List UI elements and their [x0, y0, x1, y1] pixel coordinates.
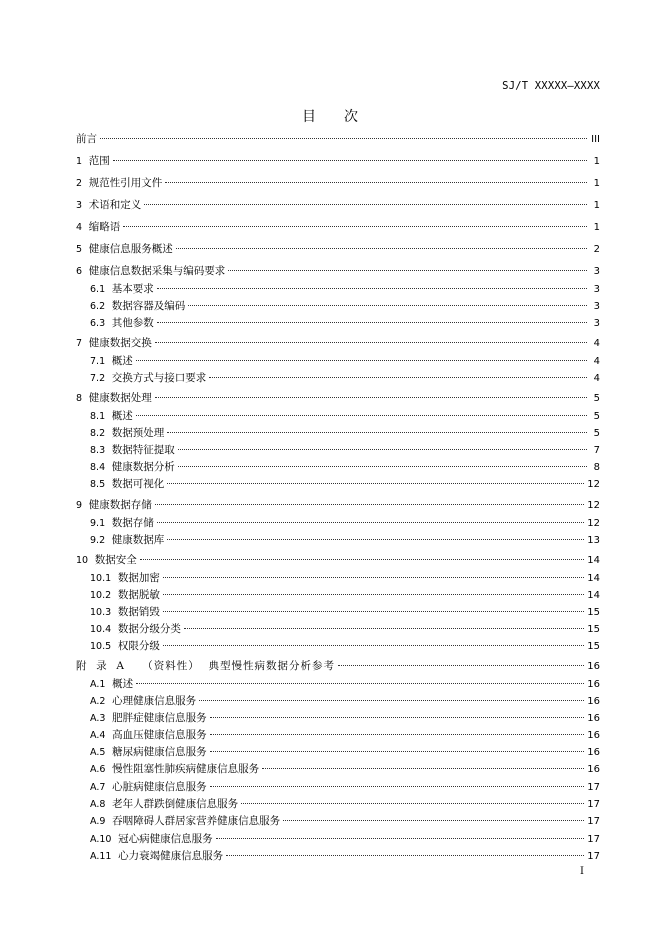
toc-entry[interactable] [76, 198, 600, 213]
toc-entry-label [76, 198, 141, 213]
toc-entry-number: 7.2 [90, 373, 106, 384]
toc-entry-text: 健康信息数据采集与编码要求 [88, 265, 226, 277]
toc-entry-page: 17 [587, 816, 600, 827]
toc-entry-label [90, 797, 238, 812]
toc-entry[interactable] [76, 336, 600, 351]
toc-entry-label [90, 694, 196, 709]
toc-entry-number: 10.3 [90, 607, 112, 618]
toc-entry-number: A.5 [90, 747, 106, 758]
toc-entry-page: 2 [593, 244, 600, 255]
toc-entry-label [90, 639, 160, 654]
dot-leader [167, 432, 587, 433]
dot-leader [167, 539, 584, 540]
toc-entry-number: A.4 [90, 730, 106, 741]
toc-entry-label [76, 264, 225, 279]
toc-entry-page: 7 [593, 445, 600, 456]
dot-leader [123, 226, 587, 227]
dot-leader [178, 466, 587, 467]
toc-entry-text: 数据加密 [117, 572, 160, 584]
dot-leader [209, 377, 587, 378]
toc-entry-label [76, 336, 152, 351]
toc-entry-label [90, 745, 207, 760]
dot-leader [163, 577, 584, 578]
toc-entry-label [90, 571, 160, 586]
toc-entry-text: 慢性阻塞性肺疾病健康信息服务 [112, 763, 260, 775]
dot-leader [283, 820, 584, 821]
toc-entry-page: 16 [587, 730, 600, 741]
toc-entry[interactable] [76, 762, 600, 777]
toc-entry[interactable] [76, 659, 600, 674]
toc-entry-text: 肥胖症健康信息服务 [112, 712, 207, 724]
toc-entry[interactable] [76, 299, 600, 314]
toc-entry-number: A.2 [90, 696, 106, 707]
toc-entry-number: 8 [76, 393, 83, 404]
toc-entry[interactable] [76, 832, 600, 847]
toc-entry[interactable] [76, 154, 600, 169]
toc-entry-number: 10.1 [90, 573, 112, 584]
toc-entry[interactable] [76, 460, 600, 475]
toc-entry-text: 数据安全 [94, 554, 137, 566]
dot-leader [163, 611, 584, 612]
toc-entry[interactable] [76, 588, 600, 603]
toc-entry-page: 16 [587, 679, 600, 690]
toc-entry-number: 7.1 [90, 356, 106, 367]
toc-entry-label [90, 814, 280, 829]
toc-entry[interactable] [76, 745, 600, 760]
toc-entry-number: 8.2 [90, 428, 106, 439]
toc-entry[interactable] [76, 391, 600, 406]
toc-entry[interactable] [76, 639, 600, 654]
toc-entry[interactable] [76, 132, 600, 147]
dot-leader [199, 700, 584, 701]
toc-entry-page: 16 [587, 696, 600, 707]
toc-entry[interactable] [76, 814, 600, 829]
toc-entry-number: A.3 [90, 713, 106, 724]
dot-leader [155, 342, 587, 343]
toc-entry-label [90, 409, 133, 424]
page-number: I [580, 866, 584, 877]
toc-entry-page: 16 [587, 713, 600, 724]
toc-entry-label [76, 498, 152, 513]
toc-entry-page: 4 [593, 338, 600, 349]
toc-entry-text: 数据预处理 [111, 427, 165, 439]
toc-entry[interactable] [76, 571, 600, 586]
toc-entry-label [90, 849, 223, 864]
dot-leader [216, 838, 585, 839]
toc-entry-label [90, 588, 160, 603]
toc-entry-number: 9.1 [90, 518, 106, 529]
toc-entry-number: 9.2 [90, 535, 106, 546]
dot-leader [155, 504, 585, 505]
dot-leader [165, 182, 587, 183]
toc-entry-text: 数据销毁 [117, 606, 160, 618]
toc-entry[interactable] [76, 264, 600, 279]
toc-entry[interactable] [76, 409, 600, 424]
toc-entry-number: 8.5 [90, 479, 106, 490]
toc-entry-text: 冠心病健康信息服务 [118, 833, 213, 845]
toc-entry-page: 17 [587, 782, 600, 793]
toc-entry-page: 16 [587, 747, 600, 758]
toc-entry-number: A.6 [90, 764, 106, 775]
dot-leader [136, 415, 587, 416]
toc-entry[interactable] [76, 605, 600, 620]
toc-entry-text: 规范性引用文件 [88, 177, 163, 189]
toc-entry-label [90, 516, 154, 531]
toc-entry-text: 其他参数 [111, 317, 154, 329]
dot-leader [163, 594, 584, 595]
toc-entry-label [90, 832, 213, 847]
toc-entry-label [76, 391, 152, 406]
toc-entry-label [90, 533, 164, 548]
toc-entry-number: 10.4 [90, 624, 112, 635]
toc-entry-text: 吞咽障碍人群居家营养健康信息服务 [112, 815, 281, 827]
toc-entry-number: 6 [76, 266, 83, 277]
toc-entry-text: 数据可视化 [111, 478, 165, 490]
dot-leader [136, 360, 587, 361]
dot-leader [144, 204, 587, 205]
toc-entry-page: III [591, 134, 600, 145]
toc-entry[interactable] [76, 316, 600, 331]
toc-entry-number: 5 [76, 244, 83, 255]
toc-entry-page: 14 [587, 555, 600, 566]
toc-entry[interactable] [76, 553, 600, 568]
toc-entry-number: 10 [76, 555, 89, 566]
toc-entry-page: 17 [587, 834, 600, 845]
dot-leader [210, 751, 585, 752]
toc-entry-text: 糖尿病健康信息服务 [112, 746, 207, 758]
toc-entry-page: 15 [587, 607, 600, 618]
toc-entry-text: 老年人群跌倒健康信息服务 [112, 798, 239, 810]
toc-entry-page: 3 [593, 266, 600, 277]
toc-entry-number: 10.2 [90, 590, 112, 601]
toc-entry-page: 12 [587, 500, 600, 511]
toc-entry-page: 13 [587, 535, 600, 546]
dot-leader [157, 522, 584, 523]
dot-leader [210, 717, 585, 718]
toc-entry-label [90, 780, 207, 795]
toc-entry-number: A.11 [90, 851, 112, 862]
toc-entry-page: 1 [593, 222, 600, 233]
toc-entry-label [90, 622, 181, 637]
toc-entry-text: 数据脱敏 [117, 589, 160, 601]
toc-entry-number: A.8 [90, 799, 106, 810]
toc-entry-text: 心脏病健康信息服务 [112, 781, 207, 793]
dot-leader [210, 786, 585, 787]
toc-entry[interactable] [76, 622, 600, 637]
toc-entry-page: 1 [593, 156, 600, 167]
toc-entry-text: 健康信息服务概述 [88, 243, 173, 255]
toc-entry-label [90, 282, 154, 297]
toc-entry-text: 附 录 A （资料性） 典型慢性病数据分析参考 [76, 660, 335, 672]
toc-entry-text: 权限分级 [117, 640, 160, 652]
toc-entry[interactable] [76, 371, 600, 386]
toc-entry-page: 12 [587, 518, 600, 529]
toc-entry-number: 4 [76, 222, 83, 233]
dot-leader [184, 628, 584, 629]
toc-entry-page: 5 [593, 411, 600, 422]
toc-entry-text: 概述 [111, 410, 133, 422]
toc-entry[interactable] [76, 694, 600, 709]
toc-entry-number: 6.2 [90, 301, 106, 312]
dot-leader [188, 305, 587, 306]
toc-entry-page: 1 [593, 200, 600, 211]
toc-entry-text: 缩略语 [88, 221, 121, 233]
toc-entry-page: 14 [587, 573, 600, 584]
toc-entry-label [90, 605, 160, 620]
toc-entry-page: 4 [593, 373, 600, 384]
toc-entry-label [76, 154, 110, 169]
dot-leader [241, 803, 584, 804]
toc-entry-number: 10.5 [90, 641, 112, 652]
toc-entry-label [76, 242, 173, 257]
toc-entry-label [76, 176, 162, 191]
toc-entry-text: 概述 [111, 355, 133, 367]
toc-entry-text: 数据特征提取 [111, 444, 175, 456]
toc-entry-page: 16 [587, 764, 600, 775]
toc-entry-text: 健康数据交换 [88, 337, 152, 349]
toc-entry-number: 8.3 [90, 445, 106, 456]
toc-entry-label [90, 354, 133, 369]
toc-entry-page: 5 [593, 393, 600, 404]
toc-entry-number: 2 [76, 178, 83, 189]
toc-entry-number: A.10 [90, 834, 112, 845]
toc-entry-text: 健康数据处理 [88, 392, 152, 404]
toc-entry-label [90, 371, 206, 386]
toc-entry-text: 交换方式与接口要求 [111, 372, 207, 384]
toc-entry-number: 8.4 [90, 462, 106, 473]
toc-entry-number: 1 [76, 156, 83, 167]
toc-entry-text: 高血压健康信息服务 [112, 729, 207, 741]
toc-entry-page: 4 [593, 356, 600, 367]
toc-entry[interactable] [76, 711, 600, 726]
toc-entry-label [76, 659, 335, 673]
dot-leader [167, 483, 584, 484]
dot-leader [338, 665, 584, 666]
toc-entry-label [90, 711, 207, 726]
toc-entry-label [90, 299, 185, 314]
toc-entry-number: A.7 [90, 782, 106, 793]
toc-entry[interactable] [76, 220, 600, 235]
toc-entry-label [90, 477, 164, 492]
dot-leader [178, 449, 587, 450]
toc-entry-page: 5 [593, 428, 600, 439]
toc-entry-label [90, 728, 207, 743]
dot-leader [228, 270, 587, 271]
toc-entry[interactable] [76, 728, 600, 743]
toc-entry[interactable] [76, 477, 600, 492]
toc-entry-label [90, 677, 133, 692]
toc-entry-label [90, 460, 175, 475]
toc-entry-text: 范围 [88, 155, 110, 167]
toc-entry-page: 3 [593, 301, 600, 312]
toc-entry[interactable] [76, 498, 600, 513]
toc-entry-page: 1 [593, 178, 600, 189]
toc-entry-text: 概述 [112, 678, 134, 690]
dot-leader [100, 138, 587, 139]
dot-leader [226, 855, 584, 856]
toc-entry-number: A.9 [90, 816, 106, 827]
toc-entry-text: 前言 [76, 133, 97, 145]
toc-entry-label [76, 553, 137, 568]
toc-entry-text: 健康数据库 [111, 534, 165, 546]
toc-entry[interactable] [76, 516, 600, 531]
toc-entry-page: 15 [587, 641, 600, 652]
toc-entry-number: 3 [76, 200, 83, 211]
toc-entry-number: 6.3 [90, 318, 106, 329]
toc-entry-text: 数据存储 [111, 517, 154, 529]
toc-entry[interactable] [76, 780, 600, 795]
dot-leader [157, 288, 587, 289]
toc-entry-label [76, 220, 120, 235]
toc-entry-page: 17 [587, 799, 600, 810]
toc-entry-text: 健康数据存储 [88, 499, 152, 511]
dot-leader [176, 248, 587, 249]
toc-entry-text: 数据容器及编码 [111, 300, 186, 312]
dot-leader [210, 734, 585, 735]
toc-entry-text: 数据分级分类 [117, 623, 181, 635]
toc-entry-text: 健康数据分析 [111, 461, 175, 473]
toc-entry[interactable] [76, 426, 600, 441]
toc-entry-page: 16 [587, 661, 600, 672]
toc-entry-page: 15 [587, 624, 600, 635]
toc-entry-text: 心理健康信息服务 [112, 695, 197, 707]
standard-code: SJ/T XXXXX—XXXX [502, 80, 600, 92]
toc-entry[interactable] [76, 677, 600, 692]
dot-leader [157, 322, 587, 323]
dot-leader [155, 397, 587, 398]
toc-entry-label [90, 426, 164, 441]
toc-entry-number: A.1 [90, 679, 106, 690]
dot-leader [113, 160, 587, 161]
toc-entry-page: 14 [587, 590, 600, 601]
toc-entry-page: 3 [593, 284, 600, 295]
toc-entry[interactable] [76, 354, 600, 369]
toc-title [0, 106, 662, 126]
dot-leader [140, 559, 584, 560]
toc-entry-text: 心力衰竭健康信息服务 [118, 850, 224, 862]
toc-entry-number: 7 [76, 338, 83, 349]
toc-entry-number: 8.1 [90, 411, 106, 422]
toc-entry-label [90, 443, 175, 458]
toc-entry-text: 术语和定义 [88, 199, 142, 211]
toc-entry-page: 12 [587, 479, 600, 490]
toc-entry[interactable] [76, 242, 600, 257]
toc-entry[interactable] [76, 533, 600, 548]
toc-entry-label [90, 762, 259, 777]
toc-entry-page: 8 [593, 462, 600, 473]
toc-entry-page: 17 [587, 851, 600, 862]
toc-entry[interactable] [76, 849, 600, 864]
toc-entry-text: 基本要求 [111, 283, 154, 295]
toc-entry[interactable] [76, 443, 600, 458]
dot-leader [163, 645, 584, 646]
toc-entry[interactable] [76, 176, 600, 191]
toc-entry-number: 9 [76, 500, 83, 511]
toc-title-char-2: 次 [344, 109, 360, 125]
toc-entry-label [76, 132, 97, 146]
dot-leader [262, 768, 584, 769]
toc-entry-page: 3 [593, 318, 600, 329]
toc-entry-label [90, 316, 154, 331]
toc-entry[interactable] [76, 282, 600, 297]
toc-entry[interactable] [76, 797, 600, 812]
toc-title-char-1: 目 [302, 109, 318, 125]
dot-leader [136, 683, 584, 684]
toc-entry-number: 6.1 [90, 284, 106, 295]
